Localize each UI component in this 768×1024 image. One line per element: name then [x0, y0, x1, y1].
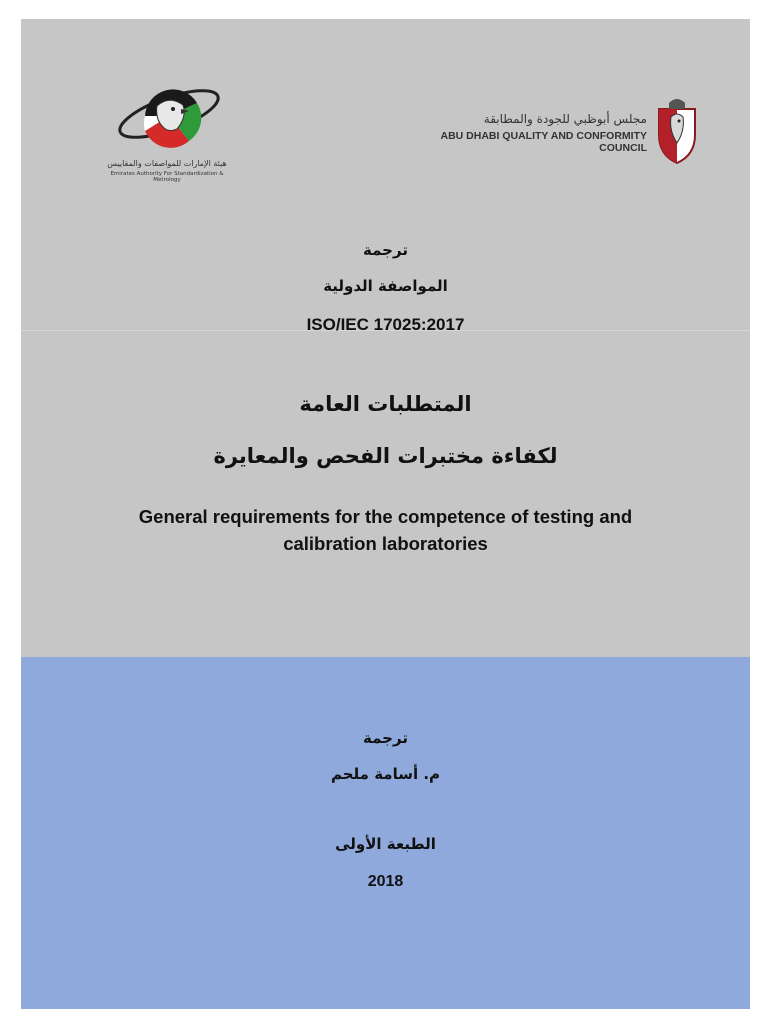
translation-label: ترجمة [363, 241, 408, 259]
qcc-name-arabic: مجلس أبوظبي للجودة والمطابقة [483, 112, 647, 126]
cover-bottom-section [21, 657, 750, 1009]
footer-translation-label: ترجمة [363, 729, 408, 747]
cover-page [21, 19, 750, 1009]
standard-label: المواصفة الدولية [323, 277, 448, 295]
edition-label: الطبعة الأولى [335, 835, 436, 853]
falcon-emblem-icon [107, 71, 227, 161]
translator-name: م. أسامة ملحم [330, 765, 441, 783]
abu-dhabi-falcon-emblem-icon [653, 95, 701, 165]
publication-year: 2018 [367, 873, 404, 890]
title-english: General requirements for the competence of testing and calibration laboratories [138, 506, 633, 554]
esma-logo [107, 71, 227, 183]
qcc-logo [411, 95, 711, 185]
esma-name-arabic: هيئة الإمارات للمواصفات والمقاييس [107, 159, 227, 168]
standard-code: ISO/IEC 17025:2017 [306, 315, 465, 334]
title-arabic-line1: المتطلبات العامة [299, 392, 472, 416]
cover-top-section [21, 19, 750, 657]
title-arabic-line2: لكفاءة مختبرات الفحص والمعايرة [213, 444, 558, 468]
esma-name-english: Emirates Authority For Standardization & Metrology [110, 171, 224, 183]
qcc-name-english: ABU DHABI QUALITY AND CONFORMITY COUNCIL [440, 130, 647, 154]
